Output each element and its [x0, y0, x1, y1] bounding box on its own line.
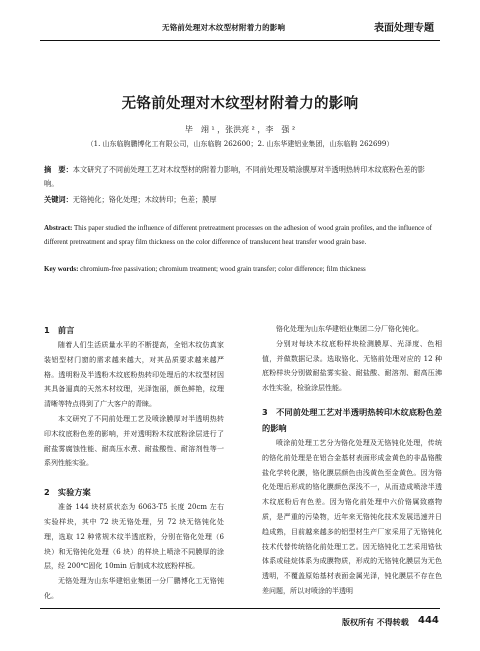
page-number: 444 [418, 615, 439, 626]
abstract-cn-label: 摘 要： [44, 165, 73, 174]
page-footer [0, 608, 480, 651]
running-header-article-title: 无铬前处理对木纹型材附着力的影响 [162, 23, 286, 32]
paragraph: 无铬处理为山东华建铝业集团一分厂鹏博化工无铬钝化。 [44, 577, 224, 600]
abstract-en-text: This paper studied the influence of different pretreatment processes on the adhesion of wood grain profiles, and the influence of different pretreatment and spray film thickness on the color difference of translucent heat transfer wood grain base. [44, 224, 432, 246]
paragraph: 随着人们生活质量水平的不断提高，全铝木纹仿真家装铝型材门窗的需求越来越大，对其品质要求越来越严格。透明粉及半透粉木纹底粉热转印处理后的木纹型材因其具备逼真的天然木材纹理，光泽饱丽，颜色鲜艳，纹理清晰等特点得到了广大客户的青睐。 [44, 341, 224, 409]
section-heading-experiment: 2 实验方案 [44, 487, 91, 498]
section-heading-introduction: 1 前言 [44, 325, 75, 335]
keywords-chinese [44, 193, 436, 207]
running-header-section: 表面处理专题 [374, 23, 434, 34]
keywords-en-label: Key words: [44, 265, 79, 273]
abstract-cn-text: 本文研究了不同前处理工艺对木纹型材的附着力影响，不同前处理及喷涂膜厚对半透明热转印木纹底粉色差的影响。 [44, 165, 425, 188]
abstract-english [44, 221, 436, 249]
running-header [0, 0, 480, 44]
paragraph: 本文研究了不同前处理工艺及喷涂膜厚对半透明热转印木纹底粉色差的影响，并对透明粉木纹底粉涂层进行了耐盐雾腐蚀性能、耐高压水煮、耐盐酸性、耐溶剂性等一系列性能实验。 [44, 414, 224, 468]
keywords-cn-label: 关键词： [44, 195, 73, 204]
section-spacer [44, 471, 224, 484]
body-column-right [262, 322, 442, 599]
paragraph: 喷涂前处理工艺分为铬化处理及无铬钝化处理，传统的铬化前处理是在铝合金基材表面形成金黄色的非晶铬酸盐化学转化膜，铬化膜层颜色由浅黄色至金黄色。因为铬化处理后形成的铬化膜颜色深浅不一，从而造成喷涂半透木纹底粉后有色差。因为铬化前处理中六价铬属致癌物质，是严重的污染物，近年来无铬钝化技术发展迅速并日趋成熟，目前越来越多的铝型材生产厂家采用了无铬钝化技术代替传统铬化前处理工艺。因无铬钝化工艺采用锆钛体系或硅烷体系为成膜物质，形成的无铬钝化膜层为无色透明，不覆盖原始基材表面金属光泽，钝化膜层不存在色差问题，所以对喷涂的半透明 [262, 438, 442, 595]
paragraph: 分别对每块木纹底粉样块检测膜厚、光泽度、色相值，并做数据记录。选取铬化、无铬前处理对应的 12 种底粉样块分别做耐盐雾实验、耐盐酸、耐溶剂、耐高压沸水性实验，检验涂层性能。 [262, 339, 442, 393]
footer-copyright-notice: 版权所有 不得转载 [342, 617, 409, 627]
section-heading-pretreatment-color-difference: 3 不同前处理工艺对半透明热转印木纹底粉色差的影响 [262, 406, 442, 433]
paragraph: 准备 144 块材质状态为 6063-T5 长度 20cm 左右实验样块，其中 72 块无铬处理，另 72 块无铬钝化处理，选取 12 种常规木纹半透底粉，分别在铬化处理（6 块）和无铬钝化处理（6 块）的样块上喷涂不同膜厚的涂层，经 200℃固化 10min 后制成木纹底粉样板。 [44, 503, 224, 571]
abstract-en-label: Abstract: [44, 224, 73, 232]
keywords-en-text: chromium-free passivation; chromium treatment; wood grain transfer; color difference; film thickness [80, 265, 366, 273]
keywords-cn-text: 无铬钝化；铬化处理；木纹转印；色差；膜厚 [72, 195, 217, 204]
article-title: 无铬前处理对木纹型材附着力的影响 [121, 95, 359, 112]
article-affiliation: （1. 山东临朐鹏博化工有限公司，山东临朐 262600；2. 山东华建铝业集团，山东临朐 262699） [86, 140, 394, 148]
keywords-english [44, 263, 436, 275]
abstract-chinese [44, 163, 436, 191]
header-rule [40, 40, 440, 41]
footer-rule [40, 608, 440, 609]
body-column-left [44, 322, 224, 604]
paragraph: 铬化处理为山东华建铝业集团二分厂铬化钝化。 [276, 325, 423, 333]
article-authors: 毕 翊 ¹ ，张洪亮 ² ，李 强 ² [184, 125, 296, 134]
section-spacer [262, 396, 442, 404]
